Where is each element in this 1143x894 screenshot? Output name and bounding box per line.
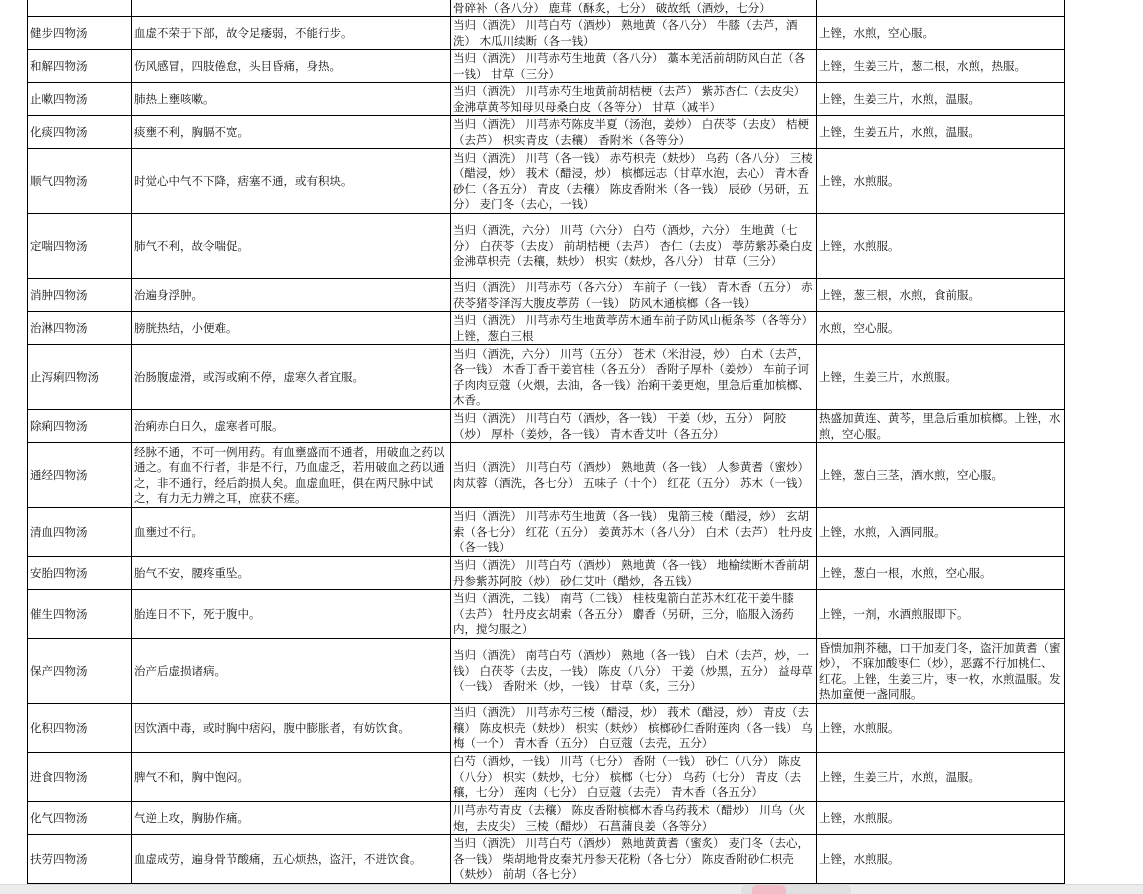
indication-cell: 治遍身浮肿。 xyxy=(132,279,451,312)
indication-cell: 时觉心中气不下降，痞塞不通，或有积块。 xyxy=(132,149,451,214)
usage-cell: 昏愦加荆芥穗，口干加麦门冬，盗汗加黄耆（蜜炒）， 不寐加酸枣仁（炒），恶露不行加桃仁、红花。上锉，生姜三片，枣一枚，水煎温服。发热加童便一盏同服。 xyxy=(817,639,1065,704)
ingredients-cell: 当归（酒洗） 川芎赤芍陈皮半夏（汤泡，姜炒） 白茯苓（去皮） 桔梗（去芦） 枳实青皮（去穰） 香附米（各等分） xyxy=(451,116,817,149)
ingredients-cell: 当归（酒洗） 川芎赤芍三棱（醋浸，炒） 莪术（醋浸，炒） 青皮（去穰） 陈皮枳壳（麸炒） 枳实（麸炒） 槟榔砂仁香附莲肉（各一钱） 乌梅（一个） 青木香（五分） 白豆蔻（去壳，五分） xyxy=(451,704,817,753)
ingredients-cell: 当归（酒洗） 川芎赤芍生地黄（各一钱） 鬼箭三棱（醋浸，炒） 玄胡索（各七分） 红花（五分） 姜黄苏木（各八分） 白术（去芦） 牡丹皮（各一钱） xyxy=(451,508,817,557)
ingredients-cell: 当归（酒洗） 川芎赤芍（各六分） 车前子（一钱） 青木香（五分） 赤茯苓猪苓泽泻大腹皮葶苈（一钱） 防风木通槟榔（各一钱） xyxy=(451,279,817,312)
indication-cell: 因饮酒中毒，或时胸中痞闷，腹中膨胀者，有妨饮食。 xyxy=(132,704,451,753)
ingredients-cell: 当归（酒洗） 南芎白芍（酒炒） 熟地（各一钱） 白术（去芦，炒，一钱） 白茯苓（去皮，一钱） 陈皮（八分） 干姜（炒黑，五分） 益母草（一钱） 香附米（炒，一钱） 甘草（炙，三分） xyxy=(451,639,817,704)
table-row xyxy=(28,149,1065,214)
table-row xyxy=(28,508,1065,557)
table-row xyxy=(28,116,1065,149)
ingredients-cell: 当归（酒洗，六分） 川芎（六分） 白芍（酒炒，六分） 生地黄（七分） 白茯苓（去皮） 前胡桔梗（去芦） 杏仁（去皮） 葶苈紫苏桑白皮金沸草枳壳（去穰，麸炒） 枳实（麸炒，各八分） 甘草（三分） xyxy=(451,214,817,279)
usage-cell: 上锉，生姜三片，水煎，温服。 xyxy=(817,83,1065,116)
formula-name-cell: 扶劳四物汤 xyxy=(28,835,132,884)
indication-cell xyxy=(132,0,451,17)
table-row xyxy=(28,704,1065,753)
ingredients-cell: 当归（酒洗） 川芎白芍（酒炒） 熟地黄（各一钱） 地榆续断木香前胡丹参紫苏阿胶（炒） 砂仁艾叶（醋炒，各五钱） xyxy=(451,557,817,590)
indication-cell: 气逆上攻，胸胁作痛。 xyxy=(132,802,451,835)
usage-cell xyxy=(817,0,1065,17)
indication-cell: 血壅过不行。 xyxy=(132,508,451,557)
table-row xyxy=(28,753,1065,802)
table-row xyxy=(28,17,1065,50)
indication-cell: 治肠腹虚滑，或泻或痢不停，虚寒久者宜服。 xyxy=(132,345,451,410)
formula-name-cell: 消肿四物汤 xyxy=(28,279,132,312)
usage-cell: 上锉，生姜五片，水煎，温服。 xyxy=(817,116,1065,149)
formula-name-cell: 化积四物汤 xyxy=(28,704,132,753)
ingredients-cell: 当归（酒洗） 川芎赤芍生地黄（各八分） 藁本羌活前胡防风白芷（各一钱） 甘草（三分） xyxy=(451,50,817,83)
indication-cell: 经脉不通，不可一例用药。有血壅盛而不通者，用破血之药以通之。有血不行者，非是不行，乃血虚乏，若用破血之药以通之，非不通行，经后韵损人矣。血虚血旺，俱在两尺脉中试之，有力无力辨之耳，庶获不瘥。 xyxy=(132,443,451,508)
usage-cell: 上锉，水煎，空心服。 xyxy=(817,17,1065,50)
table-row-partial xyxy=(28,0,1065,17)
ingredients-cell: 骨碎补（各八分） 鹿茸（酥炙，七分） 破故纸（酒炒，七分） xyxy=(451,0,817,17)
ingredients-cell: 当归（酒洗） 川芎白芍（酒炒，各一钱） 干姜（炒，五分） 阿胶（炒） 厚朴（姜炒，各一钱） 青木香艾叶（各五分） xyxy=(451,410,817,443)
ingredients-cell: 当归（酒洗） 川芎白芍（酒炒） 熟地黄黄耆（蜜炙） 麦门冬（去心，各一钱） 柴胡地骨皮秦艽丹参天花粉（各七分） 陈皮香附砂仁枳壳（麸炒） 前胡（各七分） xyxy=(451,835,817,884)
formula-name-cell: 安胎四物汤 xyxy=(28,557,132,590)
formula-name-cell: 清血四物汤 xyxy=(28,508,132,557)
ingredients-cell: 当归（酒洗，六分） 川芎（五分） 苍术（米泔浸，炒） 白术（去芦，各一钱） 木香丁香干姜官桂（各五分） 香附子厚朴（姜炒） 车前子诃子肉肉豆蔻（火煨，去油，各一钱）治痢干姜更炮，里急后重加槟榔、木香。 xyxy=(451,345,817,410)
formula-name-cell: 进食四物汤 xyxy=(28,753,132,802)
table-row xyxy=(28,83,1065,116)
ingredients-cell: 当归（酒洗） 川芎白芍（酒炒） 熟地黄（各八分） 牛膝（去芦，酒洗） 木瓜川续断（各一钱） xyxy=(451,17,817,50)
usage-cell: 上锉，水煎服。 xyxy=(817,835,1065,884)
indication-cell: 痰壅不利，胸膈不宽。 xyxy=(132,116,451,149)
ingredients-cell: 当归（酒洗） 川芎赤芍生地黄前胡桔梗（去芦） 紫苏杏仁（去皮尖） 金沸草黄芩知母贝母桑白皮（各等分） 甘草（减半） xyxy=(451,83,817,116)
usage-cell: 上锉，一剂，水酒煎服即下。 xyxy=(817,590,1065,639)
table-row xyxy=(28,802,1065,835)
formula-name-cell: 除痢四物汤 xyxy=(28,410,132,443)
table-row xyxy=(28,345,1065,410)
ingredients-cell: 当归（酒洗） 川芎（各一钱） 赤芍枳壳（麸炒） 乌药（各八分） 三棱（醋浸，炒） 莪术（醋浸，炒） 槟榔远志（甘草水泡，去心） 青木香砂仁（各五分） 青皮（去穰） 陈皮香附米（各一钱） 辰砂（另研，五分） 麦门冬（去心，一钱） xyxy=(451,149,817,214)
ingredients-cell: 白芍（酒炒，一钱） 川芎（七分） 香附（一钱） 砂仁（八分） 陈皮（八分） 枳实（麸炒，七分） 槟榔（七分） 乌药（七分） 青皮（去穰，七分） 莲肉（七分） 白豆蔻（去壳） 青木香（各五分） xyxy=(451,753,817,802)
usage-cell: 上锉，生姜三片，水煎服。 xyxy=(817,345,1065,410)
table-row xyxy=(28,214,1065,279)
formula-name-cell: 顺气四物汤 xyxy=(28,149,132,214)
indication-cell: 血虚不荣于下部，故令足痿弱，不能行步。 xyxy=(132,17,451,50)
table-row xyxy=(28,443,1065,508)
horizontal-scrollbar[interactable] xyxy=(0,884,1143,894)
formula-name-cell: 定喘四物汤 xyxy=(28,214,132,279)
formula-name-cell: 止嗽四物汤 xyxy=(28,83,132,116)
usage-cell: 水煎，空心服。 xyxy=(817,312,1065,345)
scrollbar-marker xyxy=(752,885,786,894)
table-row xyxy=(28,50,1065,83)
table-row xyxy=(28,639,1065,704)
table-row xyxy=(28,279,1065,312)
usage-cell: 上锉，葱三根，水煎，食前服。 xyxy=(817,279,1065,312)
formula-table xyxy=(27,0,1065,884)
table-row xyxy=(28,557,1065,590)
indication-cell: 血虚成劳，遍身骨节酸痛，五心烦热，盗汗，不进饮食。 xyxy=(132,835,451,884)
formula-name-cell: 化气四物汤 xyxy=(28,802,132,835)
usage-cell: 上锉，水煎服。 xyxy=(817,214,1065,279)
table-row xyxy=(28,835,1065,884)
indication-cell: 治产后虚损诸病。 xyxy=(132,639,451,704)
ingredients-cell: 川芎赤芍青皮（去穰） 陈皮香附槟榔木香乌药莪术（醋炒） 川乌（火炮，去皮尖） 三棱（醋炒） 石菖蒲良姜（各等分） xyxy=(451,802,817,835)
formula-name-cell: 通经四物汤 xyxy=(28,443,132,508)
indication-cell: 胎气不安，腰疼重坠。 xyxy=(132,557,451,590)
formula-name-cell: 保产四物汤 xyxy=(28,639,132,704)
usage-cell: 上锉，葱白三茎，酒水煎，空心服。 xyxy=(817,443,1065,508)
usage-cell: 上锉，生姜三片，葱二根，水煎，热服。 xyxy=(817,50,1065,83)
usage-cell: 上锉，水煎服。 xyxy=(817,149,1065,214)
indication-cell: 脾气不和，胸中饱闷。 xyxy=(132,753,451,802)
formula-name-cell xyxy=(28,0,132,17)
table-row xyxy=(28,410,1065,443)
table-row xyxy=(28,590,1065,639)
formula-name-cell: 和解四物汤 xyxy=(28,50,132,83)
table-row xyxy=(28,312,1065,345)
indication-cell: 肺气不利，故令喘促。 xyxy=(132,214,451,279)
formula-name-cell: 治淋四物汤 xyxy=(28,312,132,345)
indication-cell: 膀胱热结，小便难。 xyxy=(132,312,451,345)
ingredients-cell: 当归（酒洗） 川芎白芍（酒炒） 熟地黄（各一钱） 人参黄耆（蜜炒） 肉苁蓉（酒洗，各七分） 五味子（十个） 红花（五分） 苏木（一钱） xyxy=(451,443,817,508)
usage-cell: 上锉，生姜三片，水煎，温服。 xyxy=(817,753,1065,802)
formula-name-cell: 健步四物汤 xyxy=(28,17,132,50)
indication-cell: 胎连日不下，死于腹中。 xyxy=(132,590,451,639)
formula-name-cell: 止泻痢四物汤 xyxy=(28,345,132,410)
usage-cell: 上锉，水煎，入酒同服。 xyxy=(817,508,1065,557)
indication-cell: 治痢赤白日久，虚寒者可服。 xyxy=(132,410,451,443)
indication-cell: 肺热上壅咳嗽。 xyxy=(132,83,451,116)
formula-name-cell: 催生四物汤 xyxy=(28,590,132,639)
usage-cell: 热盛加黄连、黄芩，里急后重加槟榔。上锉，水煎，空心服。 xyxy=(817,410,1065,443)
usage-cell: 上锉，葱白一根，水煎，空心服。 xyxy=(817,557,1065,590)
usage-cell: 上锉，水煎服。 xyxy=(817,802,1065,835)
indication-cell: 伤风感冒，四肢倦怠，头目昏痛，身热。 xyxy=(132,50,451,83)
usage-cell: 上锉，水煎服。 xyxy=(817,704,1065,753)
ingredients-cell: 当归（酒洗，二钱） 南芎（二钱） 桂枝鬼箭白芷苏木红花干姜牛膝（去芦） 牡丹皮玄胡索（各五分） 麝香（另研，三分，临服入汤药内，搅匀服之） xyxy=(451,590,817,639)
formula-name-cell: 化痰四物汤 xyxy=(28,116,132,149)
ingredients-cell: 当归（酒洗） 川芎赤芍生地黄葶苈木通车前子防风山栀条芩（各等分）上锉，葱白三根 xyxy=(451,312,817,345)
